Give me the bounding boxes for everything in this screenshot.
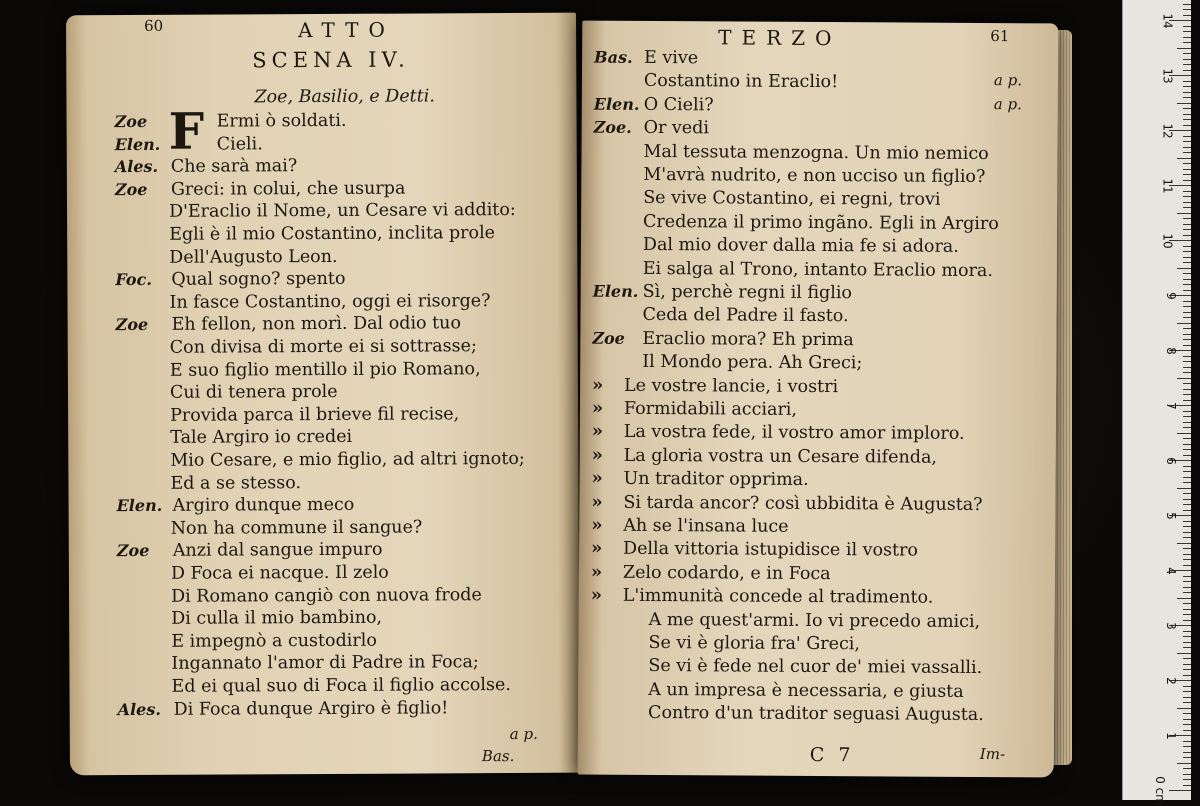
ruler-tick <box>1183 774 1191 775</box>
ruler-tick <box>1183 279 1191 280</box>
ruler-tick <box>1183 345 1191 346</box>
ruler-tick <box>1183 658 1191 659</box>
gnomic-mark: » <box>590 584 601 606</box>
speaker-label: Zoe <box>114 111 148 132</box>
verse-line: Tale Argiro io credei <box>170 427 353 449</box>
signature-mark: C 7 <box>809 743 855 767</box>
verse-line: In fasce Costantino, oggi ei risorge? <box>169 290 491 313</box>
ruler-tick <box>1183 97 1191 98</box>
ruler-tick <box>1183 114 1191 115</box>
ruler-tick <box>1183 15 1191 16</box>
ruler-tick <box>1183 664 1191 665</box>
verse-line: Se vive Costantino, ei regni, trovi <box>643 188 941 211</box>
speaker-label: Ales. <box>117 699 161 719</box>
ruler-tick <box>1177 763 1191 764</box>
verse-line: Con divisa di morte ei si sottrasse; <box>169 336 477 358</box>
right-page-number: 61 <box>990 27 1010 46</box>
ruler-tick <box>1183 191 1191 192</box>
ruler-tick <box>1177 103 1191 104</box>
ruler-tick <box>1183 70 1191 71</box>
ruler-tick <box>1183 669 1191 670</box>
ruler-tick <box>1183 180 1191 181</box>
ruler-tick <box>1177 708 1191 709</box>
verse-line: Contro d'un traditor seguasi Augusta. <box>648 703 984 726</box>
speaker-label: Elen. <box>114 134 161 154</box>
ruler-tick <box>1183 317 1191 318</box>
left-running-head: ATTO <box>298 17 395 43</box>
ruler-tick <box>1183 576 1191 577</box>
verse-line: Formidabili acciari, <box>623 398 798 420</box>
ruler-tick <box>1183 411 1191 412</box>
ruler-tick <box>1183 394 1191 395</box>
ruler-tick <box>1183 686 1191 687</box>
ruler-tick <box>1183 251 1191 252</box>
verse-line: D'Eraclio il Nome, un Cesare vi addito: <box>168 200 516 223</box>
ruler-tick <box>1183 702 1191 703</box>
speaker-label: Zoe <box>592 328 625 348</box>
ruler-tick <box>1183 218 1191 219</box>
ruler-tick <box>1183 284 1191 285</box>
ruler-tick <box>1183 422 1191 423</box>
verse-line: Costantino in Eraclio! <box>643 71 839 93</box>
verse-line: Anzi dal sangue impuro <box>172 540 383 562</box>
speaker-label: Elen. <box>592 281 639 301</box>
ruler-label: 5 <box>1164 512 1179 520</box>
speaker-label: Bas. <box>594 47 633 67</box>
verse-line: Della vittoria istupidisce il vostro <box>623 539 919 562</box>
verse-line: E suo figlio mentillo il pio Romano, <box>169 358 481 381</box>
ruler-tick <box>1183 174 1191 175</box>
right-page <box>578 21 1059 778</box>
ruler-tick <box>1183 416 1191 417</box>
ruler-label: 10 <box>1160 233 1175 249</box>
verse-line: Ingannato l'amor di Padre in Foca; <box>171 652 479 675</box>
ruler-label: 0 cm <box>1153 776 1168 806</box>
ruler-tick <box>1183 609 1191 610</box>
ruler-tick <box>1183 730 1191 731</box>
ruler-tick <box>1183 537 1191 538</box>
scene-heading: SCENA IV. <box>252 47 410 73</box>
ruler-tick <box>1183 532 1191 533</box>
ruler-tick <box>1183 559 1191 560</box>
verse-line: La gloria vostra un Cesare difenda, <box>623 445 938 468</box>
verse-line: Un traditor opprima. <box>623 469 809 491</box>
speaker-label: Ales. <box>114 157 159 177</box>
speaker-label: Elen. <box>593 94 640 114</box>
verse-line: Di Romano cangiò con nuova frode <box>171 584 482 607</box>
verse-line: Il Mondo pera. Ah Greci; <box>642 352 863 374</box>
gnomic-mark: » <box>591 491 601 513</box>
gnomic-mark: » <box>591 421 602 443</box>
ruler-tick <box>1183 466 1191 467</box>
ruler-tick <box>1183 647 1191 648</box>
ruler-label: 7 <box>1164 402 1179 410</box>
verse-line: Ermi ò soldati. <box>216 110 347 132</box>
right-running-head: TERZO <box>718 25 842 51</box>
ruler-tick <box>1183 53 1191 54</box>
ruler-tick <box>1183 9 1191 10</box>
ruler-label: 8 <box>1164 347 1179 355</box>
verse-line: Sì, perchè regni il figlio <box>642 281 853 304</box>
ruler-label: 14 <box>1160 13 1175 29</box>
ruler-tick <box>1183 581 1191 582</box>
ruler-tick <box>1183 614 1191 615</box>
right-aside-2: a p. <box>993 95 1022 114</box>
ruler-tick <box>1183 697 1191 698</box>
verse-line: Che sarà mai? <box>170 156 298 177</box>
ruler-tick <box>1183 169 1191 170</box>
left-page-number: 60 <box>144 16 164 35</box>
ruler-tick <box>1183 785 1191 786</box>
verse-line: Dal mio dover dalla mia fe si adora. <box>642 235 959 258</box>
ruler-tick <box>1183 86 1191 87</box>
ruler-tick <box>1183 554 1191 555</box>
verse-line: Cui di tenera prole <box>169 382 338 403</box>
verse-line: Eh fellon, non morì. Dal odio tuo <box>171 313 462 336</box>
verse-line: Or vedi <box>643 118 710 139</box>
ruler-tick <box>1183 757 1191 758</box>
speaker-label: Zoe. <box>593 117 632 138</box>
gnomic-mark: » <box>591 514 601 536</box>
left-page <box>66 13 580 776</box>
verse-line: E impegnò a custodirlo <box>171 630 377 652</box>
verse-line: Qual sogno? spento <box>171 269 346 290</box>
verse-line: D Foca ei nacque. Il zelo <box>170 562 389 584</box>
ruler-tick <box>1183 81 1191 82</box>
scene-characters: Zoe, Basilio, e Detti. <box>254 86 435 108</box>
verse-line: Si tarda ancor? così ubbidita è Augusta? <box>623 492 983 515</box>
verse-line: Eraclio mora? Eh prima <box>642 328 854 351</box>
ruler-tick <box>1177 158 1191 159</box>
ruler-tick <box>1183 257 1191 258</box>
ruler-tick <box>1183 548 1191 549</box>
left-aside: a p. <box>509 724 538 744</box>
ruler-tick <box>1183 119 1191 120</box>
ruler-tick <box>1183 290 1191 291</box>
verse-line: Ah se l'insana luce <box>623 515 789 537</box>
ruler-tick <box>1183 631 1191 632</box>
ruler-tick <box>1183 752 1191 753</box>
ruler-tick <box>1183 521 1191 522</box>
verse-line: O Cieli? <box>643 94 714 116</box>
ruler-tick <box>1183 229 1191 230</box>
ruler-tick <box>1177 543 1191 544</box>
ruler-tick <box>1177 653 1191 654</box>
verse-line: M'avrà nudrito, e non ucciso un figlio? <box>643 164 986 188</box>
ruler-tick <box>1183 246 1191 247</box>
speaker-label: Elen. <box>116 496 163 516</box>
ruler-tick <box>1183 301 1191 302</box>
verse-line: A me quest'armi. Io vi precedo amici, <box>648 609 981 632</box>
ruler-tick <box>1183 262 1191 263</box>
ruler-tick <box>1183 510 1191 511</box>
gnomic-mark: » <box>591 467 601 489</box>
ruler-tick <box>1183 565 1191 566</box>
ruler-tick <box>1183 125 1191 126</box>
ruler-tick <box>1183 152 1191 153</box>
ruler-label: 2 <box>1164 677 1179 685</box>
verse-line: Mio Cesare, e mio figlio, ad altri ignoto; <box>170 448 525 471</box>
ruler-label: 1 <box>1164 732 1179 740</box>
verse-line: Dell'Augusto Leon. <box>169 246 338 268</box>
ruler-tick <box>1183 724 1191 725</box>
verse-line: Zelo codardo, e in Foca <box>622 562 831 584</box>
ruler-tick <box>1177 213 1191 214</box>
verse-line: E vive <box>644 47 699 69</box>
ruler-tick <box>1183 620 1191 621</box>
ruler-tick <box>1183 493 1191 494</box>
ruler-tick <box>1183 312 1191 313</box>
ruler-tick <box>1183 383 1191 384</box>
verse-line: Greci: in colui, che usurpa <box>170 178 406 200</box>
ruler-tick <box>1183 471 1191 472</box>
ruler-tick <box>1183 26 1191 27</box>
ruler-tick <box>1183 339 1191 340</box>
ruler-label: 11 <box>1160 178 1175 194</box>
ruler-tick <box>1183 779 1191 780</box>
ruler-tick <box>1183 361 1191 362</box>
ruler-tick <box>1183 196 1191 197</box>
ruler-tick <box>1183 499 1191 500</box>
speaker-label: Zoe <box>114 179 148 199</box>
ruler-tick <box>1183 389 1191 390</box>
ruler-tick <box>1183 163 1191 164</box>
ruler-tick <box>1183 356 1191 357</box>
ruler-tick <box>1183 224 1191 225</box>
speaker-label: Zoe <box>116 541 150 561</box>
ruler-tick <box>1183 328 1191 329</box>
ruler-tick <box>1183 306 1191 307</box>
ruler-tick <box>1183 64 1191 65</box>
verse-line: Mal tessuta menzogna. Un mio nemico <box>643 141 989 164</box>
verse-line: Ed ei qual suo di Foca il figlio accolse. <box>171 675 511 697</box>
verse-line: Ed a se stesso. <box>170 472 302 494</box>
verse-line: Di culla il mio bambino, <box>171 607 383 629</box>
ruler-tick <box>1183 603 1191 604</box>
right-aside-1: a p. <box>993 71 1023 90</box>
ruler-tick <box>1183 108 1191 109</box>
verse-line: A un impresa è necessaria, e giusta <box>648 679 964 702</box>
verse-line: La vostra fede, il vostro amor imploro. <box>623 422 965 445</box>
ruler-tick <box>1177 433 1191 434</box>
ruler-tick <box>1183 455 1191 456</box>
verse-line: Se vi è fede nel cuor de' miei vassalli. <box>648 656 983 679</box>
speaker-label: Zoe <box>115 315 149 335</box>
verse-line: Non ha commune il sangue? <box>170 517 423 539</box>
gnomic-mark: » <box>590 561 601 583</box>
verse-line: Ceda del Padre il fasto. <box>642 305 849 327</box>
ruler-tick <box>1183 136 1191 137</box>
ruler-tick <box>1177 378 1191 379</box>
ruler-tick <box>1183 367 1191 368</box>
ruler-tick <box>1183 642 1191 643</box>
verse-line: Credenza il primo ingãno. Egli in Argiro <box>643 211 999 234</box>
verse-line: L'immunità concede al tradimento. <box>622 585 934 608</box>
gnomic-mark: » <box>591 538 601 560</box>
ruler-tick <box>1183 719 1191 720</box>
ruler-tick <box>1177 268 1191 269</box>
measuring-ruler <box>1122 0 1191 806</box>
ruler-tick <box>1183 4 1191 5</box>
ruler-tick <box>1183 202 1191 203</box>
ruler-tick <box>1183 438 1191 439</box>
ruler-label: 9 <box>1164 292 1179 300</box>
ruler-tick <box>1177 488 1191 489</box>
verse-line: Di Foca dunque Argiro è figlio! <box>173 697 449 720</box>
ruler-tick <box>1183 147 1191 148</box>
verse-line: Ei salga al Trono, intanto Eraclio mora. <box>642 258 993 281</box>
ruler-tick <box>1183 713 1191 714</box>
drop-cap: F <box>168 101 205 161</box>
ruler-tick <box>1183 400 1191 401</box>
ruler-tick <box>1183 592 1191 593</box>
ruler-label: 13 <box>1160 68 1175 84</box>
speaker-label: Foc. <box>115 270 152 290</box>
gnomic-mark: » <box>591 444 601 466</box>
right-catchword: Im- <box>979 744 1006 764</box>
verse-line: Le vostre lancie, i vostri <box>624 375 839 397</box>
ruler-tick <box>1183 526 1191 527</box>
verse-line: Cieli. <box>216 133 263 155</box>
ruler-tick <box>1177 48 1191 49</box>
ruler-tick <box>1183 372 1191 373</box>
ruler-label: 6 <box>1164 457 1179 465</box>
ruler-tick <box>1183 636 1191 637</box>
ruler-tick <box>1183 92 1191 93</box>
ruler-tick <box>1183 427 1191 428</box>
ruler-tick <box>1183 31 1191 32</box>
ruler-tick <box>1183 741 1191 742</box>
ruler-tick <box>1183 37 1191 38</box>
ruler-tick <box>1183 691 1191 692</box>
ruler-tick <box>1183 207 1191 208</box>
ruler-tick <box>1183 477 1191 478</box>
ruler-tick <box>1183 235 1191 236</box>
left-catchword: Bas. <box>481 747 515 766</box>
ruler-tick <box>1183 768 1191 769</box>
ruler-tick <box>1177 598 1191 599</box>
ruler-tick <box>1183 482 1191 483</box>
ruler-tick <box>1177 323 1191 324</box>
verse-line: Egli è il mio Costantino, inclita prole <box>169 223 496 245</box>
ruler-label: 12 <box>1160 123 1175 139</box>
verse-line: Provida parca il brieve fil recise, <box>170 404 460 426</box>
ruler-label: 4 <box>1164 567 1179 575</box>
ruler-tick <box>1183 334 1191 335</box>
ruler-tick <box>1183 273 1191 274</box>
ruler-tick <box>1183 449 1191 450</box>
ruler-tick <box>1183 587 1191 588</box>
ruler-tick <box>1183 746 1191 747</box>
ruler-tick <box>1169 790 1191 791</box>
verse-line: Se vi è gloria fra' Greci, <box>648 632 861 655</box>
ruler-tick <box>1183 444 1191 445</box>
ruler-tick <box>1183 141 1191 142</box>
gnomic-mark: » <box>591 397 602 419</box>
gnomic-mark: » <box>592 374 602 396</box>
verse-line: Argiro dunque meco <box>172 495 355 516</box>
ruler-tick <box>1183 59 1191 60</box>
ruler-tick <box>1183 42 1191 43</box>
ruler-label: 3 <box>1164 622 1179 630</box>
ruler-tick <box>1183 504 1191 505</box>
ruler-tick <box>1183 675 1191 676</box>
